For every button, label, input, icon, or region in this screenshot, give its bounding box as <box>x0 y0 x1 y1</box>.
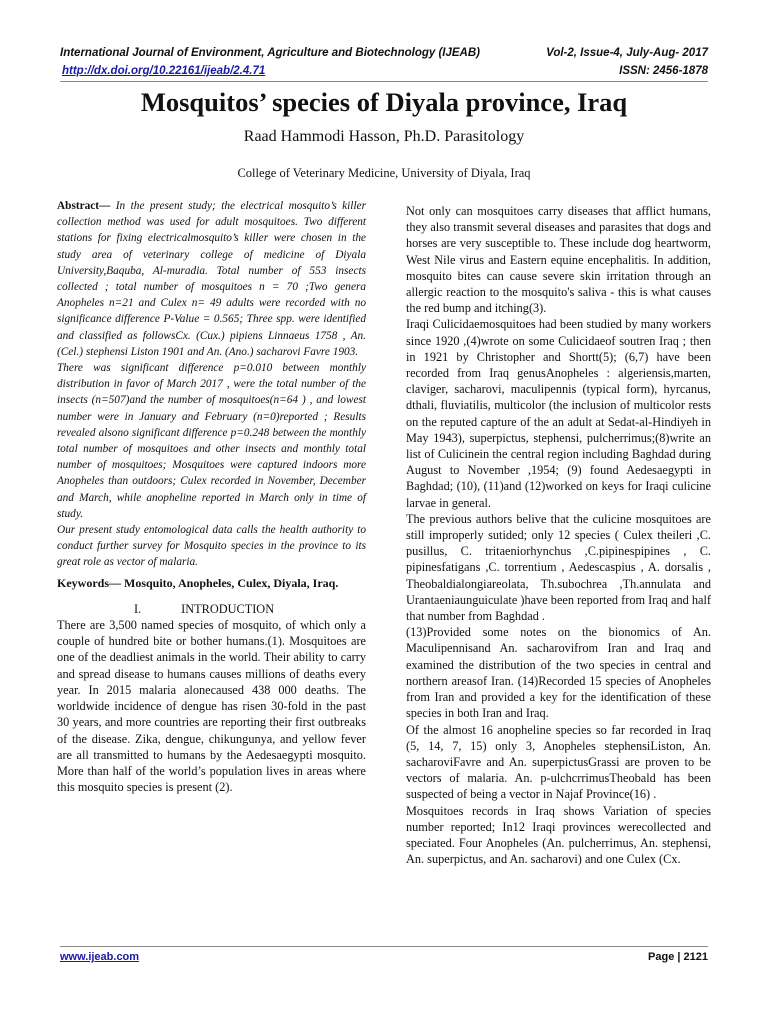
page-number: Page | 2121 <box>648 951 708 963</box>
affiliation: College of Veterinary Medicine, University of Diyala, Iraq <box>237 166 531 180</box>
intro-paragraph: There are 3,500 named species of mosquito, of which only a couple of hundred bite or bother humans.(1). Mosquitoes are one of the deadliest animals in the world. Their ability to carry and spread disease to humans causes millions of deaths every year. In 2015 malaria alonecaused 438 000 deaths. The worldwide incidence of dengue has risen 30-fold in the past 30 years, and more countries are reporting their first outbreaks of the disease. Zika, dengue, chikungunya, and yellow fever are all transmitted to humans by the Aedesaegypti mosquito. More than half of the world’s population lives in areas where this mosquito species is present (2). <box>57 618 366 795</box>
body-paragraph-2: Iraqi Culicidaemosquitoes had been studied by many workers since 1920 ,(4)wrote on some Culicidaeof soutren Iraq ; then in 1921 by Christopher and Shortt(5); (6,7) have been recorded from Iraq genusAnopheles : algeriensis,marten, claviger, sacharovi, maculipennis (typical form), hyrcanus, dthali, fluviatilis, multicolor (the inclusion of multicolor rests on the reputed capture of the an adult at Sedat-al-Hindiyeh in May 1943), superpictus, stephensi, pulcherrimus;(8)write an list of Culicinein the central region including Baghdad during August to November ,1954; (9) found Aedesaegypti in Baghdad; (10), (11)and (12)worked on keys for Iraqi culicine larvae in general. <box>406 317 711 510</box>
right-column <box>406 203 711 867</box>
abstract-text-3: Our present study entomological data calls the health authority to conduct further survey for Mosquito species in the province to its great role as vector of malaria. <box>57 524 366 569</box>
section-heading <box>57 601 366 617</box>
abstract-text-1: In the present study; the electrical mosquito’s killer collection method was used for adult mosquitoes. Two different stations for fixing electricalmosquito’s killer were chosen in the study area of veterinary college of medicine of Diyala University,Baquba, Al-muradia. Total number of 553 insects collected ; total number of mosquitoes n = 70 ;Two genera Anopheles n=21 and Culex n= 49 adults were recorded with no significance difference P-Value = 0.565; Three spp. were identified and classified as followsCx. (Cux.) pipiens Linnaeus 1758 , An. (Cel.) stephensi Liston 1901 and An. (Ano.) sacharovi Favre 1903. <box>57 200 366 358</box>
body-paragraph-4: (13)Provided some notes on the bionomics of An. Maculipennisand An. sacharovifrom Iran and Iraq and examined the distribution of the two species in central and northern areasof Iran. (14)Recorded 15 species of Anopheles from Iran and provided a key for the identification of these species in both Iran and Iraq. <box>406 625 711 721</box>
paper-title: Mosquitos’ species of Diyala province, Iraq <box>140 87 628 117</box>
body-paragraph-6: Mosquitoes records in Iraq shows Variation of species number reported; In12 Iraqi provinces werecollected and speciated. Four Anopheles (An. pulcherrimus, An. stephensi, An. superpictus, and An. sacharovi) and one Culex (Cx. <box>406 803 711 867</box>
author-line: Raad Hammodi Hasson, Ph.D. Parasitology <box>243 128 525 145</box>
body-paragraph-5: Of the almost 16 anopheline species so far recorded in Iraq (5, 14, 7, 15) only 3, Anopheles stephensiListon, An. sacharoviFavre and An. superpictusGrassi are proven to be vectors of malaria. An. p-ulchcrrimusTheobald has been suspected of being a vector in Najaf Province(16) . <box>406 722 711 802</box>
volume-info: Vol-2, Issue-4, July-Aug- 2017 <box>546 47 708 59</box>
doi-link[interactable]: http://dx.doi.org/10.22161/ijeab/2.4.71 <box>62 65 266 77</box>
abstract-text-2: There was significant difference p=0.010 between monthly distribution in favor of March 2017 , were the total number of the insects (n=507)and the number of mosquitoes(n=64 ) , and lowest number were in January and February (n=0)reported ; Results revealed alsono significant difference p=0.248 between the monthly total number of mosquitoes and other insects and monthly total number of mosquitoes; Mosquitoes were captured indoors more Anopheles than outdoors; Culex recorded in November, December and March, while anopheline reported in March only in time of study. <box>57 362 366 520</box>
abstract-label: Abstract— <box>57 200 111 212</box>
footer-divider <box>60 946 708 947</box>
section-number: I. <box>134 601 142 616</box>
body-paragraph-1: Not only can mosquitoes carry diseases that afflict humans, they also transmit several diseases and parasites that dogs and horses are very susceptible to. These include dog heartworm, West Nile virus and Eastern equine encephalitis. In addition, mosquito bites can cause severe skin irritation through an allergic reaction to the mosquito's saliva - this is what causes the red bump and itching(3). <box>406 204 711 316</box>
journal-name: International Journal of Environment, Agriculture and Biotechnology (IJEAB) <box>60 47 480 59</box>
section-title: INTRODUCTION <box>181 601 275 616</box>
body-paragraph-3: The previous authors belive that the culicine mosquitoes are still improperly sutided; only 12 species ( Culex theileri ,C. pusillus, C. tritaeniorhynchus ,C.pipinespipines , C. pipinesfatigans ,C. torrentium , Aedescaspius , A. dorsalis , Theobaldialongiareolata, Th.subochrea ,Th.annulata and Urantaeniaunguiculate )have been reported from Iraq and half that number from Baghdad . <box>406 511 711 624</box>
site-link[interactable]: www.ijeab.com <box>60 951 140 963</box>
left-column <box>57 198 366 795</box>
page-footer <box>60 951 708 971</box>
abstract-paragraph <box>57 198 366 360</box>
keywords: Keywords— Mosquito, Anopheles, Culex, Diyala, Iraq. <box>57 575 339 590</box>
issn: ISSN: 2456-1878 <box>619 65 708 77</box>
header-divider <box>60 81 708 82</box>
